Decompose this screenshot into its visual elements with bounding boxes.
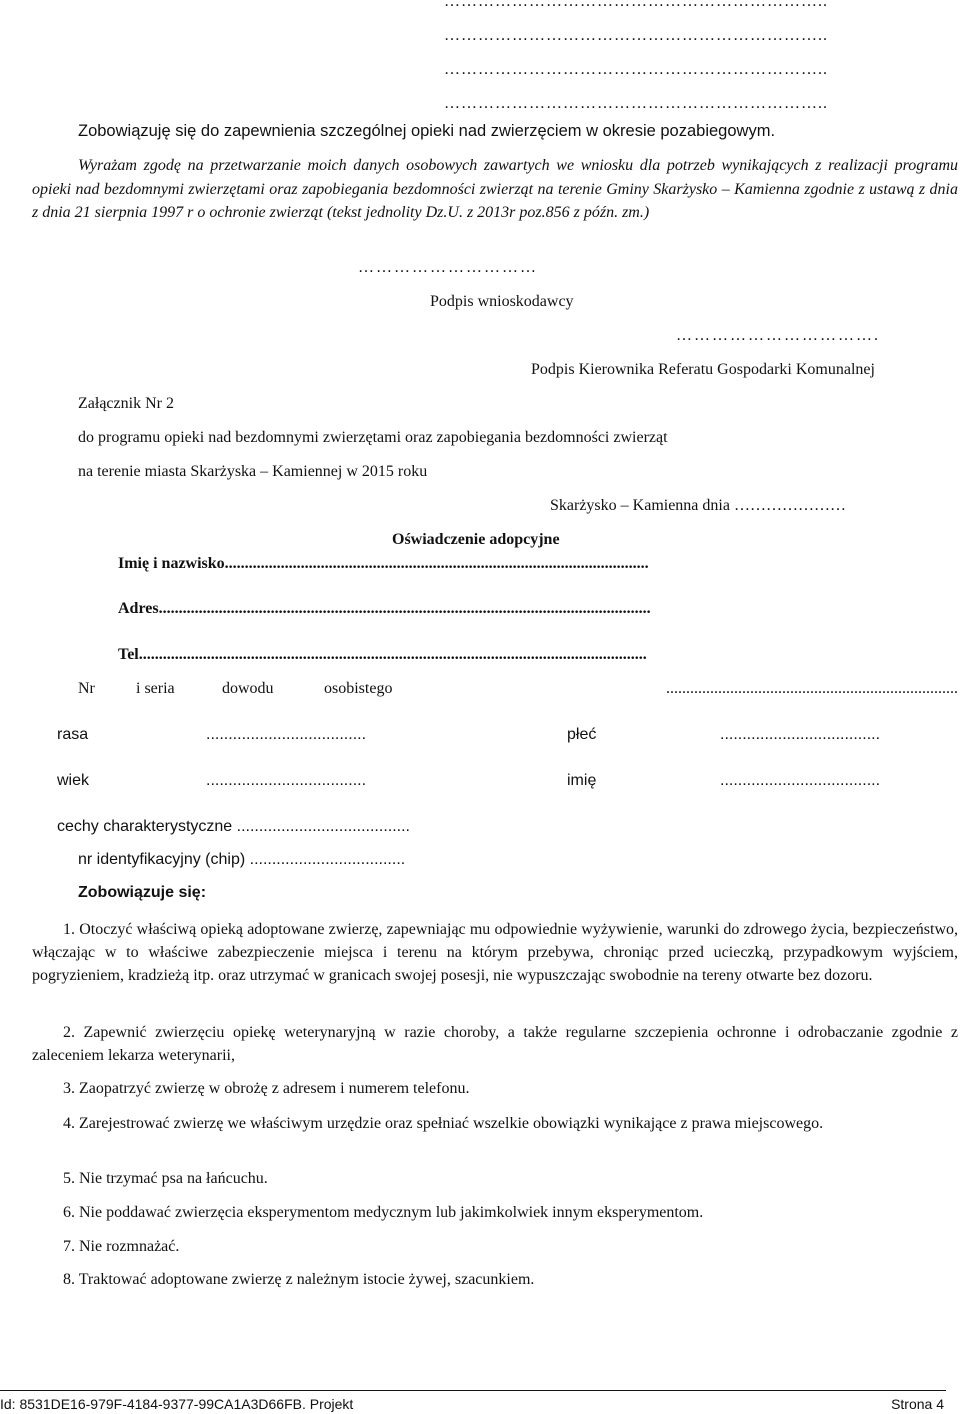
id-dots: ......................................................................... [666,680,958,697]
blank-line-3: ………………………………………………………….. [444,61,828,78]
head-signature-line: ……………………………. [676,327,880,344]
phone-field: Tel............................................................................................................................... [118,646,647,663]
footer-page-number: Strona 4 [891,1396,944,1412]
breed-label: rasa [57,726,89,743]
address-field: Adres........................................................................................................................... [118,600,651,617]
obligation-number: 5. [63,1170,75,1187]
applicant-signature-label: Podpis wnioskodawcy [430,293,574,310]
traits-field: cechy charakterystyczne ....................................... [57,818,410,835]
obligation-number: 8. [63,1271,75,1288]
obligations-title: Zobowiązuje się: [78,884,207,901]
applicant-signature-line: ………………………… [358,259,538,276]
obligation-number: 2. [63,1024,75,1041]
footer-document-id: Id: 8531DE16-979F-4184-9377-99CA1A3D66FB. Projekt [0,1396,354,1412]
id-seria-label: i seria [136,680,175,697]
blank-line-4: ………………………………………………………….. [444,95,828,112]
obligation-number: 1. [63,921,75,938]
id-osobistego-label: osobistego [324,680,393,697]
blank-line-1: ………………………………………………………….. [444,0,828,10]
chip-field: nr identyfikacyjny (chip) ................................... [78,851,406,868]
name-field: Imię i nazwisko.......................................................................................................... [118,555,649,572]
obligation-6 [32,1203,958,1224]
obligation-text: Zarejestrować zwierzę we właściwym urzędzie oraz spełniać wszelkie obowiązki wynikające z prawa miejscowego. [79,1115,824,1132]
annex-line-2: na terenie miasta Skarżyska – Kamiennej w 2015 roku [78,463,428,480]
annex-line-1: do programu opieki nad bezdomnymi zwierzętami oraz zapobiegania bezdomności zwierząt [78,429,668,446]
sex-label: płeć [567,726,597,743]
obligation-text: Nie rozmnażać. [79,1238,180,1255]
breed-dots: .................................... [206,726,367,743]
obligation-number: 6. [63,1204,75,1221]
id-nr-label: Nr [78,680,95,697]
blank-line-2: ………………………………………………………….. [444,27,828,44]
obligation-text: Otoczyć właściwą opieką adoptowane zwierzę, zapewniając mu odpowiednie wyżywienie, warunki do zdrowego życia, bezpieczeństwo, włączając w to właściwe zabezpieczenie miejsca i terenu na którym przebywa, chroniąc przed ucieczką, przypadkowym wyjściem, pogryzieniem, kradzieżą itp. oraz utrzymać w granicach swojej posesji, nie wypuszczając swobodnie na tereny otwarte bez dozoru. [32,921,959,985]
head-signature-label: Podpis Kierownika Referatu Gospodarki Komunalnej [531,361,875,378]
pledge-postop: Zobowiązuję się do zapewnienia szczególnej opieki nad zwierzęciem w okresie pozabiegowym. [78,122,776,140]
obligation-1 [32,918,958,988]
obligation-text: Zaopatrzyć zwierzę w obrożę z adresem i numerem telefonu. [79,1080,470,1097]
pet-name-label: imię [567,772,597,789]
obligation-5 [32,1169,958,1190]
id-document-field [78,679,958,700]
obligation-text: Traktować adoptowane zwierzę z należnym istocie żywej, szacunkiem. [78,1271,535,1288]
footer-divider [0,1390,946,1391]
obligation-number: 7. [63,1238,75,1255]
obligation-2 [32,1021,958,1067]
obligation-7 [32,1237,958,1258]
form-title: Oświadczenie adopcyjne [392,531,560,548]
obligation-number: 3. [63,1080,75,1097]
obligation-4 [32,1112,958,1135]
obligation-8 [32,1270,958,1291]
sex-dots: .................................... [720,726,881,743]
obligation-text: Nie poddawać zwierzęcia eksperymentom medycznym lub jakimkolwiek innym eksperymentom. [79,1204,704,1221]
obligation-text: Nie trzymać psa na łańcuchu. [79,1170,268,1187]
age-label: wiek [57,772,90,789]
pet-name-dots: .................................... [720,772,881,789]
obligation-3 [32,1079,958,1100]
place-date: Skarżysko – Kamienna dnia ………………… [550,497,846,514]
annex-title: Załącznik Nr 2 [78,395,174,412]
obligation-number: 4. [63,1115,75,1132]
age-dots: .................................... [206,772,367,789]
obligation-text: Zapewnić zwierzęciu opiekę weterynaryjną w razie choroby, a także regularne szczepienia ochronne i odrobaczanie zgodnie z zaleceniem lekarza weterynarii, [32,1024,959,1064]
data-consent-paragraph: Wyrażam zgodę na przetwarzanie moich danych osobowych zawartych we wniosku dla potrzeb wynikających z realizacji programu opieki nad bezdomnymi zwierzętami oraz zapobiegania bezdomności zwierząt na terenie Gminy Skarżysko – Kamienna zgodnie z ustawą z dnia z dnia 21 sierpnia 1997 r o ochronie zwierząt (tekst jednolity Dz.U. z 2013r poz.856 z późn. zm.) [32,157,958,221]
id-dowodu-label: dowodu [222,680,274,697]
